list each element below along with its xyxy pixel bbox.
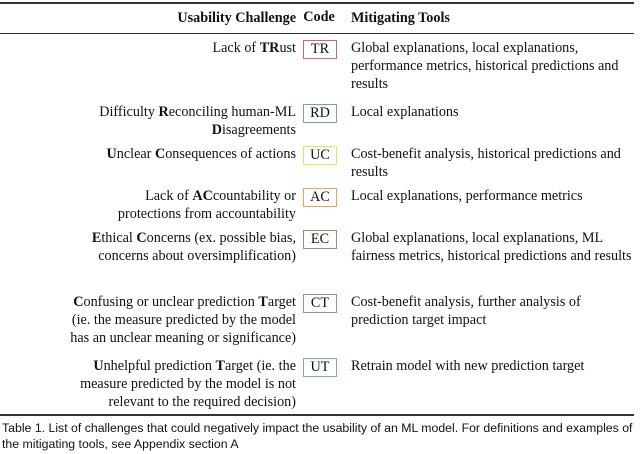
top-rule [0,2,634,4]
challenge-cell: Confusing or unclear prediction Target (ie. the measure predicted by the model has an unclear meaning or significance) [70,294,296,346]
mid-rule [0,33,634,34]
code-badge: CT [303,294,337,313]
code-badge: EC [303,230,337,249]
tools-cell: Cost-benefit analysis, further analysis of prediction target impact [351,294,581,328]
tools-cell: Global explanations, local explanations, ML fairness metrics, historical predictions and results [351,230,632,264]
challenge-cell: Lack of TRust [212,40,296,56]
code-badge: UC [303,146,337,165]
tools-cell: Retrain model with new prediction target [351,358,585,374]
challenge-cell: Ethical Concerns (ex. possible bias, concerns about oversimplification) [91,230,296,264]
tools-cell: Local explanations, performance metrics [351,188,583,204]
tools-cell: Cost-benefit analysis, historical predictions and results [351,146,621,180]
header-challenge: Usability Challenge [177,10,296,26]
table-caption: Table 1. List of challenges that could negatively impact the usability of an ML model. For definitions and examples of the mitigating tools, see Appendix section A [2,421,633,451]
tools-cell: Local explanations [351,104,459,120]
code-badge: RD [303,104,337,123]
code-badge: UT [303,358,337,377]
challenge-cell: Unclear Consequences of actions [106,146,296,162]
challenge-cell: Lack of ACcountability or protections from accountability [117,188,296,222]
code-badge: AC [303,188,337,207]
tools-cell: Global explanations, local explanations, performance metrics, historical predictions and results [351,40,619,92]
code-badge: TR [303,40,337,59]
challenge-cell: Difficulty Reconciling human-ML Disagreements [99,104,296,138]
bottom-rule [0,414,634,416]
challenge-cell: Unhelpful prediction Target (ie. the measure predicted by the model is not relevant to the required decision) [80,358,296,410]
header-tools: Mitigating Tools [351,10,450,26]
header-code: Code [303,9,335,25]
